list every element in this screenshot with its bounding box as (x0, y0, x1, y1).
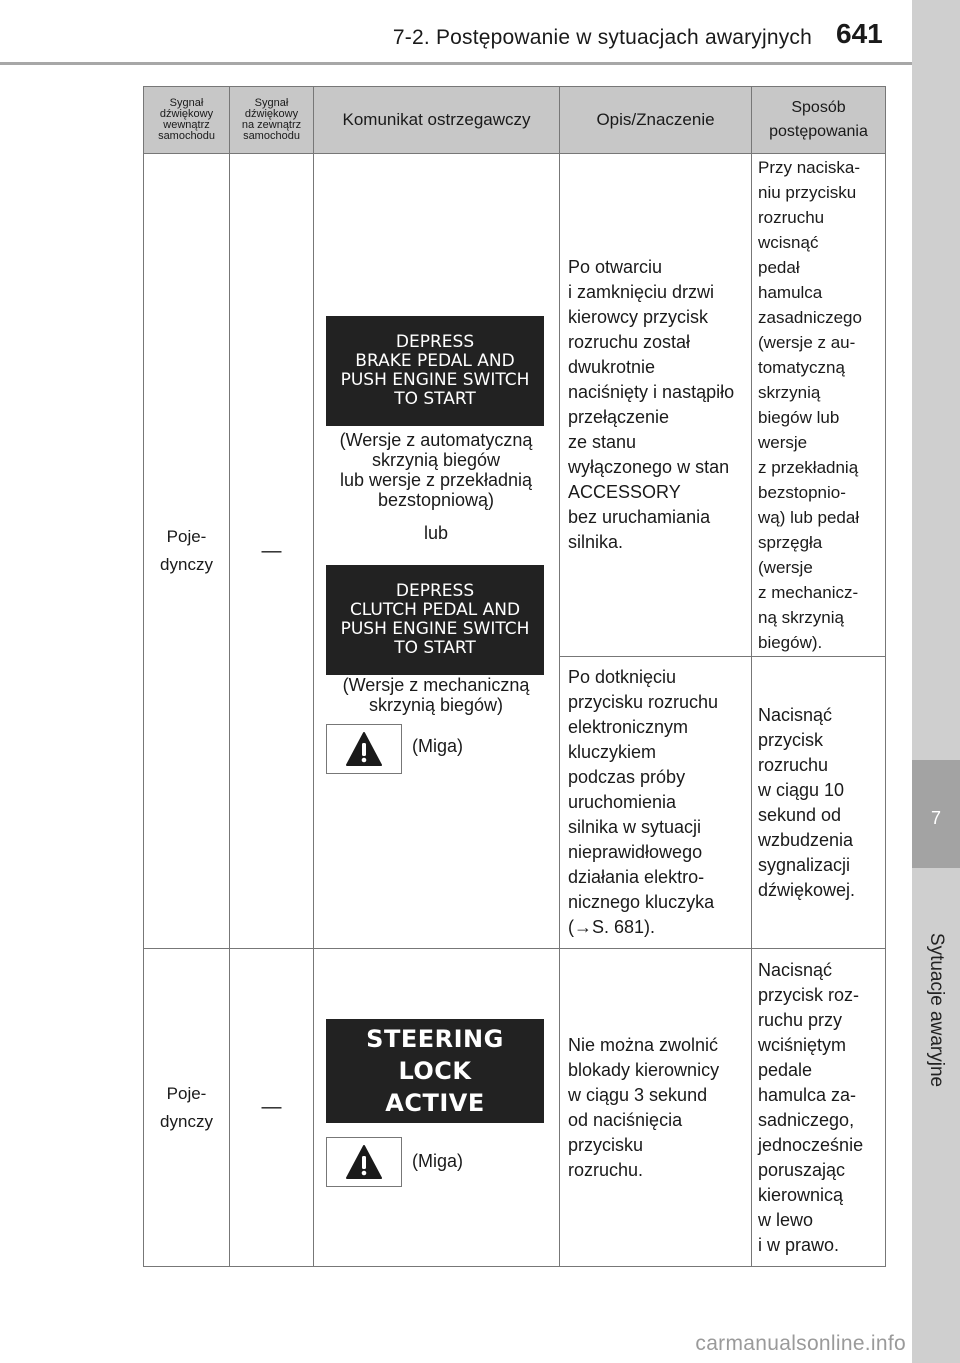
header-divider (0, 62, 912, 65)
flashing-label: (Miga) (412, 736, 464, 756)
header-message: Komunikat ostrzegawczy (314, 87, 560, 154)
clutch-pedal-message-panel: DEPRESS CLUTCH PEDAL AND PUSH ENGINE SWITCH TO START (326, 565, 544, 675)
description-text: Po otwarciu i zamknięciu drzwi kierowcy przycisk rozruchu został dwukrotnie naciśnięty i nastąpiło przełączenie ze stanu wyłączonego w stan ACCESSORY bez uruchamiania silnika. (568, 257, 735, 552)
or-caption: lub (423, 523, 449, 543)
action-text: Nacisnąć przycisk roz- ruchu przy wciśniętym pedale hamulca za- sadniczego, jednocześnie poruszając kierownicą w lewo i w prawo. (758, 959, 864, 1255)
header-action (752, 87, 886, 154)
automatic-version-caption: (Wersje z automatyczną skrzynią biegów lub wersje z przekładnią bezstopniową) (339, 430, 533, 510)
action-text: Przy naciska- niu przycisku rozruchu wcisnąć pedał hamulca zasadniczego (wersje z au- tomatyczną skrzynią biegów lub wersje z przekładnią bezstopnio- wą) lub pedał sprzęgła (wersje z mechanicz- ną skrzynią biegów). (758, 158, 862, 652)
brake-pedal-message-panel: DEPRESS BRAKE PEDAL AND PUSH ENGINE SWITCH TO START (326, 316, 544, 426)
description-text: Nie można zwolnić blokady kierownicy w ciągu 3 sekund od naciśnięcia przycisku rozruchu. (568, 1034, 720, 1180)
chapter-number: 7 (930, 808, 941, 828)
inside-sound-value: Poje- dynczy (160, 527, 213, 574)
flashing-label: (Miga) (412, 1151, 464, 1171)
header-inside-sound-label: Sygnał dźwiękowy wewnątrz samochodu (158, 97, 215, 142)
header-description: Opis/Znaczenie (560, 87, 752, 154)
action-cell (752, 657, 886, 949)
header-inside-sound (144, 87, 230, 154)
description-cell (560, 949, 752, 1267)
inside-sound-cell (144, 949, 230, 1267)
outside-sound-cell: — (230, 949, 314, 1267)
manual-version-caption: (Wersje z mechaniczną skrzynią biegów) (342, 675, 530, 715)
warning-triangle-icon (326, 1137, 402, 1187)
message-cell (314, 154, 560, 949)
message-cell (314, 949, 560, 1267)
description-cell (560, 657, 752, 949)
watermark: carmanualsonline.info (695, 1332, 906, 1355)
warning-triangle-icon-graphic (345, 730, 383, 768)
action-cell (752, 154, 886, 657)
header-outside-sound-label: Sygnał dźwiękowy na zewnątrz samochodu (241, 97, 302, 142)
page-header-title: 7-2. Postępowanie w sytuacjach awaryjnych (392, 26, 812, 49)
warning-triangle-icon (326, 724, 402, 774)
action-text: Nacisnąć przycisk rozruchu w ciągu 10 sekund od wzbudzenia sygnalizacji dźwiękowej. (758, 704, 856, 900)
description-text: Po dotknięciu przycisku rozruchu elektronicznym kluczykiem podczas próby uruchomienia silnika w sytuacji nieprawidłowego działania elektro- nicznego kluczyka (→S. 681). (568, 667, 719, 937)
steering-lock-message-panel: STEERING LOCK ACTIVE (326, 1019, 544, 1123)
warning-triangle-icon-graphic (345, 1143, 383, 1181)
header-action-label: Sposób postępowania (769, 99, 868, 140)
table-row (144, 949, 886, 1267)
page-number: 641 (836, 18, 883, 49)
description-cell (560, 154, 752, 657)
warning-messages-table (143, 86, 886, 1267)
inside-sound-cell (144, 154, 230, 949)
inside-sound-value: Poje- dynczy (160, 1083, 213, 1131)
action-cell (752, 949, 886, 1267)
table-row (144, 154, 886, 657)
outside-sound-cell: — (230, 154, 314, 949)
chapter-side-strip (912, 0, 960, 1363)
chapter-title: Sytuacje awaryjne (926, 932, 947, 1088)
header-outside-sound (230, 87, 314, 154)
table-header-row (144, 87, 886, 154)
